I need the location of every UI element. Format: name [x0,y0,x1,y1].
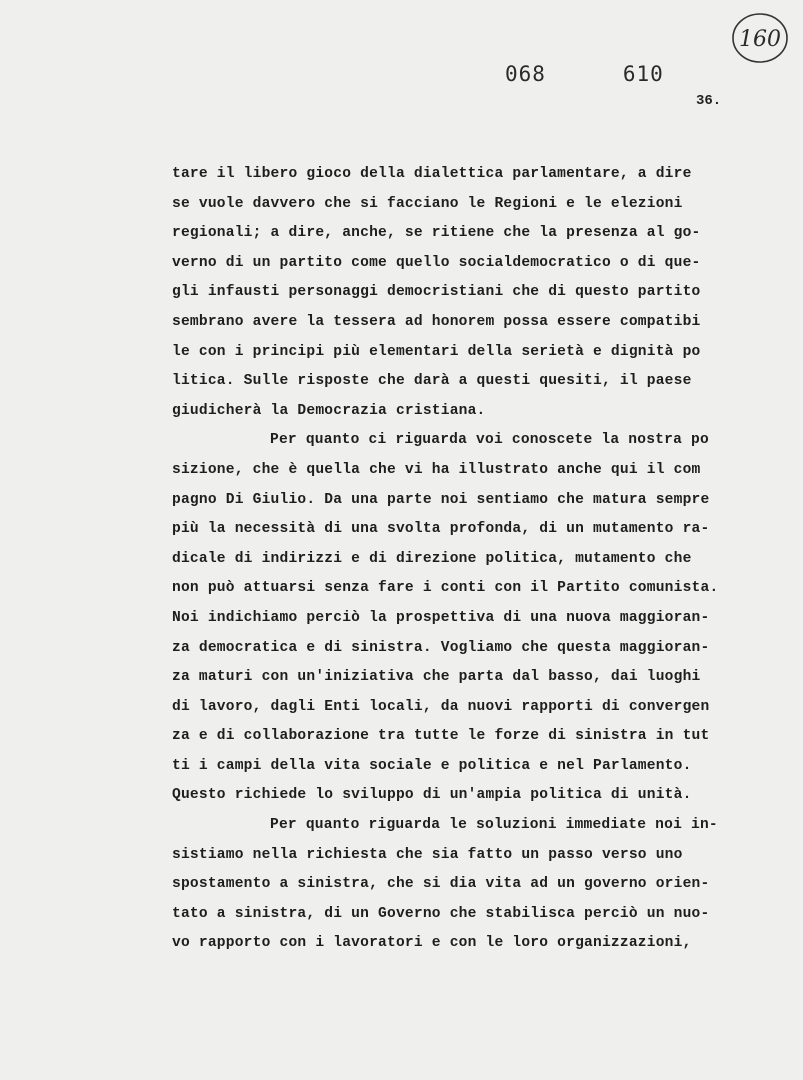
paragraph-start-line: Per quanto ci riguarda voi conoscete la nostra po [270,432,709,449]
text-line: sembrano avere la tessera ad honorem possa essere compatibi [172,313,701,330]
text-line: le con i principi più elementari della serietà e dignità po [172,343,701,360]
text-line: di lavoro, dagli Enti locali, da nuovi rapporti di convergen [172,698,710,715]
text-line: sistiamo nella richiesta che sia fatto un passo verso uno [172,846,683,863]
text-line: vo rapporto con i lavoratori e con le loro organizzazioni, [172,935,692,952]
stamp-number: 160 [739,27,781,52]
text-line: gli infausti personaggi democristiani che di questo partito [172,284,701,301]
text-line: pagno Di Giulio. Da una parte noi sentiamo che matura sempre [172,491,710,508]
text-line: spostamento a sinistra, che si dia vita ad un governo orien- [172,876,710,893]
text-line: tato a sinistra, di un Governo che stabilisca perciò un nuo- [172,905,710,922]
text-line: dicale di indirizzi e di direzione politica, mutamento che [172,550,692,567]
text-line: za e di collaborazione tra tutte le forze di sinistra in tut [172,728,710,745]
text-line: litica. Sulle risposte che darà a questi quesiti, il paese [172,373,692,390]
paragraph-start-line: Per quanto riguarda le soluzioni immediate noi in- [270,817,718,834]
body-text [172,160,772,959]
text-line: più la necessità di una svolta profonda, di un mutamento ra- [172,521,710,538]
archive-number: 068 610 [505,62,664,86]
text-line: za democratica e di sinistra. Vogliamo che questa maggioran- [172,639,710,656]
text-line: verno di un partito come quello socialdemocratico o di que- [172,254,701,271]
text-line: regionali; a dire, anche, se ritiene che la presenza al go- [172,225,701,242]
text-line: giudicherà la Democrazia cristiana. [172,402,486,419]
text-line: non può attuarsi senza fare i conti con il Partito comunista. [172,580,719,597]
text-line: tare il libero gioco della dialettica parlamentare, a dire [172,166,692,182]
text-line: Questo richiede lo sviluppo di un'ampia politica di unità. [172,787,692,804]
text-line: sizione, che è quella che vi ha illustrato anche qui il com [172,461,701,478]
page-number: 36. [696,93,722,109]
text-line: Noi indichiamo perciò la prospettiva di una nuova maggioran- [172,609,710,626]
archive-stamp [730,10,790,66]
text-line: ti i campi della vita sociale e politica e nel Parlamento. [172,757,692,774]
text-line: za maturi con un'iniziativa che parta dal basso, dai luoghi [172,669,701,686]
text-line: se vuole davvero che si facciano le Regioni e le elezioni [172,195,683,212]
